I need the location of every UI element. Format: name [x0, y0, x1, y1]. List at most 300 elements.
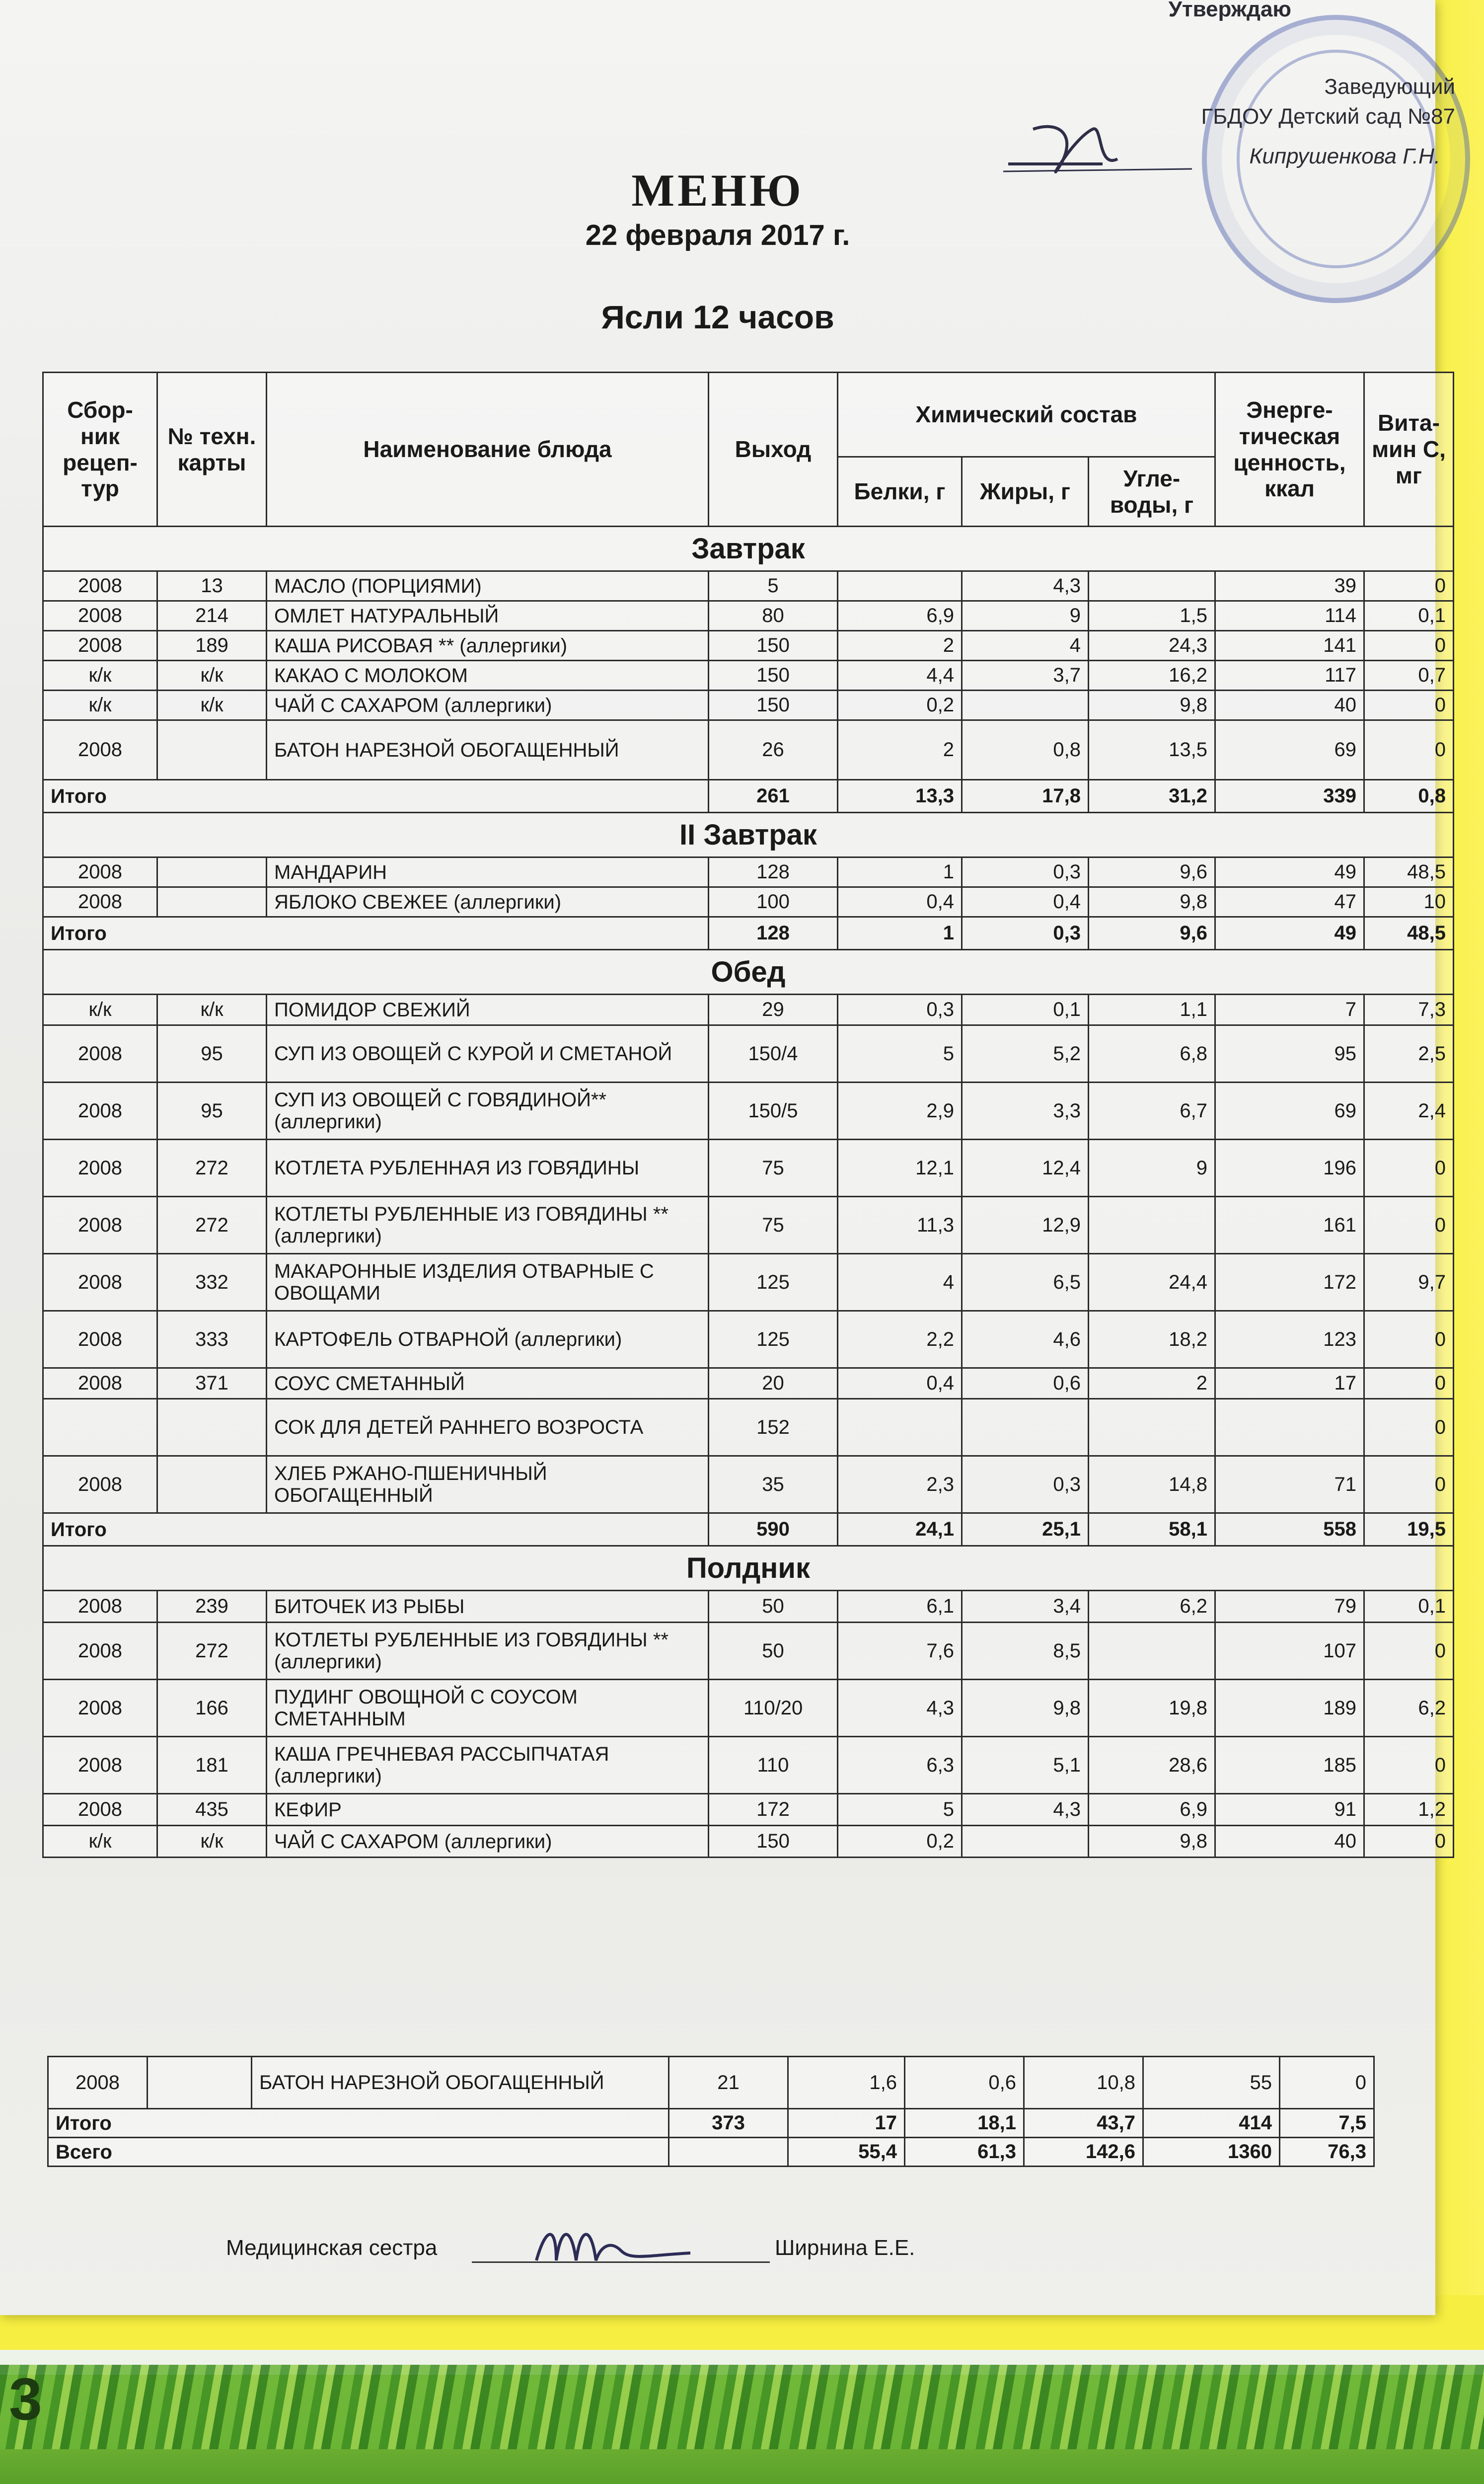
- table-row: [43, 1826, 1454, 1858]
- cell-vitamin: 0: [1280, 2057, 1374, 2109]
- cell-fat: 4,3: [962, 571, 1089, 601]
- cell-protein: 4: [838, 1254, 962, 1311]
- cell-fat: 5,2: [962, 1025, 1089, 1083]
- total-label: Итого: [43, 917, 709, 950]
- menu-table: [42, 372, 1454, 1858]
- cell-protein: 0,4: [838, 1368, 962, 1399]
- cell-dish: ЧАЙ С САХАРОМ (аллергики): [267, 1826, 709, 1858]
- total-energy: 558: [1215, 1513, 1364, 1546]
- table-row: [43, 1311, 1454, 1368]
- cell-energy: 189: [1215, 1680, 1364, 1737]
- menu-body: [43, 527, 1454, 1858]
- total-protein: 17: [788, 2109, 905, 2138]
- cell-protein: 2: [838, 631, 962, 661]
- cell-vitamin: 0: [1364, 1623, 1454, 1680]
- cell-yield: 110: [709, 1737, 838, 1794]
- footer-name: Ширнина Е.Е.: [775, 2236, 915, 2260]
- cell-collection: 2008: [48, 2057, 148, 2109]
- cell-dish: БАТОН НАРЕЗНОЙ ОБОГАЩЕННЫЙ: [267, 720, 709, 780]
- col-card: № техн. карты: [157, 373, 267, 527]
- table-row: [43, 1399, 1454, 1456]
- cell-card: 435: [157, 1794, 267, 1826]
- cell-yield: 5: [709, 571, 838, 601]
- cell-carbs: 14,8: [1089, 1456, 1215, 1513]
- cell-dish: СУП ИЗ ОВОЩЕЙ С ГОВЯДИНОЙ** (аллергики): [267, 1083, 709, 1140]
- cell-carbs: 6,7: [1089, 1083, 1215, 1140]
- section-title: Завтрак: [43, 527, 1454, 571]
- col-dish: Наименование блюда: [267, 373, 709, 527]
- table-row: [43, 661, 1454, 691]
- cell-protein: 5: [838, 1794, 962, 1826]
- cell-card: 95: [157, 1083, 267, 1140]
- menu-date: 22 февраля 2017 г.: [585, 219, 850, 251]
- cell-carbs: 16,2: [1089, 661, 1215, 691]
- cell-card: 272: [157, 1140, 267, 1197]
- cell-vitamin: 2,4: [1364, 1083, 1454, 1140]
- table-row: [43, 857, 1454, 887]
- approval-name: Кипрушенкова Г.Н.: [1249, 144, 1440, 168]
- cell-vitamin: 48,5: [1364, 857, 1454, 887]
- total-protein: 13,3: [838, 780, 962, 813]
- table-row: [43, 691, 1454, 720]
- cell-card: [157, 1456, 267, 1513]
- cell-energy: 117: [1215, 661, 1364, 691]
- cell-dish: ОМЛЕТ НАТУРАЛЬНЫЙ: [267, 601, 709, 631]
- grass-decoration: [0, 2365, 1484, 2449]
- cell-protein: 1,6: [788, 2057, 905, 2109]
- total-vitamin: 7,5: [1280, 2109, 1374, 2138]
- cell-yield: 172: [709, 1794, 838, 1826]
- cell-fat: 6,5: [962, 1254, 1089, 1311]
- cell-collection: 2008: [43, 1311, 157, 1368]
- cell-collection: 2008: [43, 1140, 157, 1197]
- table-row: [43, 1737, 1454, 1794]
- cell-vitamin: 0: [1364, 1368, 1454, 1399]
- total-vitamin: 19,5: [1364, 1513, 1454, 1546]
- cell-vitamin: 0,7: [1364, 661, 1454, 691]
- cell-protein: 7,6: [838, 1623, 962, 1680]
- cell-collection: 2008: [43, 1680, 157, 1737]
- total-label: Итого: [43, 1513, 709, 1546]
- table-row: [43, 720, 1454, 780]
- table-row: [43, 995, 1454, 1025]
- cell-fat: [962, 691, 1089, 720]
- total-yield: 373: [669, 2109, 788, 2138]
- cell-yield: 75: [709, 1140, 838, 1197]
- cell-dish: КОТЛЕТЫ РУБЛЕННЫЕ ИЗ ГОВЯДИНЫ ** (аллергики): [267, 1197, 709, 1254]
- col-carbs: Угле-воды, г: [1089, 457, 1215, 527]
- col-vitamin: Вита-мин С, мг: [1364, 373, 1454, 527]
- cell-card: [157, 857, 267, 887]
- cell-card: к/к: [157, 661, 267, 691]
- cell-yield: 20: [709, 1368, 838, 1399]
- cell-carbs: 28,6: [1089, 1737, 1215, 1794]
- cell-protein: 0,3: [838, 995, 962, 1025]
- cell-carbs: 6,8: [1089, 1025, 1215, 1083]
- cell-dish: КОТЛЕТЫ РУБЛЕННЫЕ ИЗ ГОВЯДИНЫ ** (аллергики): [267, 1623, 709, 1680]
- total-row: [43, 780, 1454, 813]
- cell-carbs: 13,5: [1089, 720, 1215, 780]
- cell-dish: СОК ДЛЯ ДЕТЕЙ РАННЕГО ВОЗРОСТА: [267, 1399, 709, 1456]
- cell-protein: 0,2: [838, 691, 962, 720]
- cell-collection: к/к: [43, 995, 157, 1025]
- cell-energy: 114: [1215, 601, 1364, 631]
- total-energy: 1360: [1143, 2138, 1280, 2167]
- cell-vitamin: 9,7: [1364, 1254, 1454, 1311]
- col-collection: Сбор-ник рецеп-тур: [43, 373, 157, 527]
- cell-protein: 0,4: [838, 887, 962, 917]
- total-yield: 128: [709, 917, 838, 950]
- cell-carbs: 2: [1089, 1368, 1215, 1399]
- table-row: [43, 1368, 1454, 1399]
- cell-fat: [962, 1399, 1089, 1456]
- cell-fat: 0,1: [962, 995, 1089, 1025]
- cell-carbs: 24,4: [1089, 1254, 1215, 1311]
- total-fat: 25,1: [962, 1513, 1089, 1546]
- cell-carbs: 9,8: [1089, 887, 1215, 917]
- cell-fat: 8,5: [962, 1623, 1089, 1680]
- cell-energy: 17: [1215, 1368, 1364, 1399]
- approval-position: Заведующий: [1324, 75, 1455, 99]
- cell-card: [157, 1399, 267, 1456]
- cell-fat: 9,8: [962, 1680, 1089, 1737]
- cell-carbs: 9,8: [1089, 1826, 1215, 1858]
- cell-vitamin: 0: [1364, 1311, 1454, 1368]
- col-protein: Белки, г: [838, 457, 962, 527]
- total-fat: 0,3: [962, 917, 1089, 950]
- cell-card: 95: [157, 1025, 267, 1083]
- cell-collection: [43, 1399, 157, 1456]
- cell-fat: 0,3: [962, 857, 1089, 887]
- cell-yield: 75: [709, 1197, 838, 1254]
- cell-fat: 4: [962, 631, 1089, 661]
- footer-role: Медицинская сестра: [226, 2236, 438, 2260]
- cell-vitamin: 0,1: [1364, 1591, 1454, 1623]
- col-energy: Энерге-тическая ценность, ккал: [1215, 373, 1364, 527]
- cell-carbs: 6,2: [1089, 1591, 1215, 1623]
- cell-card: к/к: [157, 1826, 267, 1858]
- total-row: [43, 1513, 1454, 1546]
- cell-energy: 172: [1215, 1254, 1364, 1311]
- table-row: [43, 1197, 1454, 1254]
- cell-vitamin: 0,1: [1364, 601, 1454, 631]
- cell-card: 13: [157, 571, 267, 601]
- cell-energy: 141: [1215, 631, 1364, 661]
- cell-yield: 150: [709, 691, 838, 720]
- cell-dish: КАРТОФЕЛЬ ОТВАРНОЙ (аллергики): [267, 1311, 709, 1368]
- cell-card: 239: [157, 1591, 267, 1623]
- cell-protein: 6,3: [838, 1737, 962, 1794]
- cell-card: к/к: [157, 995, 267, 1025]
- cell-card: 189: [157, 631, 267, 661]
- cell-dish: КАША ГРЕЧНЕВАЯ РАССЫПЧАТАЯ (аллергики): [267, 1737, 709, 1794]
- table-row: [43, 1140, 1454, 1197]
- cell-protein: 2: [838, 720, 962, 780]
- section-title: Полдник: [43, 1546, 1454, 1591]
- cell-energy: 196: [1215, 1140, 1364, 1197]
- cell-carbs: 24,3: [1089, 631, 1215, 661]
- table-row: [43, 1083, 1454, 1140]
- cell-protein: 2,2: [838, 1311, 962, 1368]
- section-title: II Завтрак: [43, 813, 1454, 857]
- cell-dish: СОУС СМЕТАННЫЙ: [267, 1368, 709, 1399]
- cell-collection: 2008: [43, 1083, 157, 1140]
- cell-carbs: 9,6: [1089, 857, 1215, 887]
- cell-card: 214: [157, 601, 267, 631]
- total-energy: 339: [1215, 780, 1364, 813]
- cell-protein: [838, 1399, 962, 1456]
- cell-carbs: [1089, 1197, 1215, 1254]
- approval-title: Утверждаю: [1168, 0, 1291, 21]
- cell-energy: 107: [1215, 1623, 1364, 1680]
- cell-card: [157, 887, 267, 917]
- cell-dish: ЧАЙ С САХАРОМ (аллергики): [267, 691, 709, 720]
- cell-yield: 100: [709, 887, 838, 917]
- total-energy: 49: [1215, 917, 1364, 950]
- cell-vitamin: 1,2: [1364, 1794, 1454, 1826]
- total-carbs: 31,2: [1089, 780, 1215, 813]
- cell-vitamin: 0: [1364, 1399, 1454, 1456]
- cell-yield: 125: [709, 1311, 838, 1368]
- total-label: Итого: [43, 780, 709, 813]
- cell-card: 272: [157, 1197, 267, 1254]
- cell-dish: ХЛЕБ РЖАНО-ПШЕНИЧНЫЙ ОБОГАЩЕННЫЙ: [267, 1456, 709, 1513]
- cell-energy: 40: [1215, 691, 1364, 720]
- cell-dish: КЕФИР: [267, 1794, 709, 1826]
- cell-collection: 2008: [43, 571, 157, 601]
- section-header: [43, 950, 1454, 995]
- section-header: [43, 1546, 1454, 1591]
- cell-fat: 9: [962, 601, 1089, 631]
- cell-protein: 11,3: [838, 1197, 962, 1254]
- cell-energy: 69: [1215, 1083, 1364, 1140]
- cell-yield: 125: [709, 1254, 838, 1311]
- col-fat: Жиры, г: [962, 457, 1089, 527]
- cell-energy: 49: [1215, 857, 1364, 887]
- total-yield: [669, 2138, 788, 2167]
- cell-dish: МАСЛО (ПОРЦИЯМИ): [267, 571, 709, 601]
- grand-total-row: [48, 2138, 1374, 2167]
- cell-carbs: [1089, 1623, 1215, 1680]
- total-label: Всего: [48, 2138, 669, 2167]
- cell-collection: 2008: [43, 887, 157, 917]
- total-fat: 18,1: [905, 2109, 1024, 2138]
- total-vitamin: 76,3: [1280, 2138, 1374, 2167]
- cell-energy: 55: [1143, 2057, 1280, 2109]
- cell-yield: 21: [669, 2057, 788, 2109]
- cell-yield: 152: [709, 1399, 838, 1456]
- total-fat: 61,3: [905, 2138, 1024, 2167]
- cell-energy: 69: [1215, 720, 1364, 780]
- cell-protein: 4,3: [838, 1680, 962, 1737]
- cell-vitamin: 7,3: [1364, 995, 1454, 1025]
- cell-carbs: 1,1: [1089, 995, 1215, 1025]
- cell-dish: БИТОЧЕК ИЗ РЫБЫ: [267, 1591, 709, 1623]
- cell-fat: 3,7: [962, 661, 1089, 691]
- total-protein: 24,1: [838, 1513, 962, 1546]
- cell-carbs: 6,9: [1089, 1794, 1215, 1826]
- cell-carbs: 18,2: [1089, 1311, 1215, 1368]
- section-title: Обед: [43, 950, 1454, 995]
- col-chem: Химический состав: [838, 373, 1215, 457]
- table-row: [43, 1794, 1454, 1826]
- total-carbs: 58,1: [1089, 1513, 1215, 1546]
- cell-collection: к/к: [43, 661, 157, 691]
- cell-energy: 7: [1215, 995, 1364, 1025]
- cell-collection: к/к: [43, 1826, 157, 1858]
- cell-carbs: [1089, 1399, 1215, 1456]
- table-row: [43, 1680, 1454, 1737]
- table-row: [43, 571, 1454, 601]
- total-protein: 55,4: [788, 2138, 905, 2167]
- cell-card: 371: [157, 1368, 267, 1399]
- cell-yield: 29: [709, 995, 838, 1025]
- cell-collection: 2008: [43, 720, 157, 780]
- total-yield: 261: [709, 780, 838, 813]
- cell-vitamin: 10: [1364, 887, 1454, 917]
- cell-energy: 91: [1215, 1794, 1364, 1826]
- cell-fat: [962, 1826, 1089, 1858]
- cell-protein: 1: [838, 857, 962, 887]
- table-row: [43, 1025, 1454, 1083]
- cell-energy: 123: [1215, 1311, 1364, 1368]
- continuation-body: [48, 2057, 1374, 2167]
- cell-vitamin: 2,5: [1364, 1025, 1454, 1083]
- cell-yield: 35: [709, 1456, 838, 1513]
- cell-fat: 0,8: [962, 720, 1089, 780]
- cell-yield: 128: [709, 857, 838, 887]
- cell-yield: 50: [709, 1591, 838, 1623]
- cell-fat: 0,4: [962, 887, 1089, 917]
- cell-collection: 2008: [43, 1254, 157, 1311]
- cell-fat: 0,6: [905, 2057, 1024, 2109]
- cell-vitamin: 0: [1364, 691, 1454, 720]
- approval-institution: ГБДОУ Детский сад №87: [1201, 104, 1455, 129]
- section-header: [43, 813, 1454, 857]
- cell-dish: СУП ИЗ ОВОЩЕЙ С КУРОЙ И СМЕТАНОЙ: [267, 1025, 709, 1083]
- cell-card: 166: [157, 1680, 267, 1737]
- cell-dish: МАКАРОННЫЕ ИЗДЕЛИЯ ОТВАРНЫЕ С ОВОЩАМИ: [267, 1254, 709, 1311]
- cell-vitamin: 0: [1364, 1456, 1454, 1513]
- cell-protein: 6,1: [838, 1591, 962, 1623]
- cell-protein: [838, 571, 962, 601]
- cell-fat: 12,9: [962, 1197, 1089, 1254]
- cell-vitamin: 0: [1364, 720, 1454, 780]
- total-row: [48, 2109, 1374, 2138]
- cell-carbs: 1,5: [1089, 601, 1215, 631]
- total-label: Итого: [48, 2109, 669, 2138]
- menu-group: Ясли 12 часов: [601, 299, 834, 335]
- cell-yield: 150/5: [709, 1083, 838, 1140]
- cell-energy: 40: [1215, 1826, 1364, 1858]
- cell-collection: 2008: [43, 601, 157, 631]
- table-row: [43, 1456, 1454, 1513]
- corner-digit: 3: [9, 2366, 42, 2432]
- total-vitamin: 48,5: [1364, 917, 1454, 950]
- cell-yield: 110/20: [709, 1680, 838, 1737]
- table-row: [43, 887, 1454, 917]
- cell-energy: 79: [1215, 1591, 1364, 1623]
- cell-protein: 5: [838, 1025, 962, 1083]
- table-row: [43, 601, 1454, 631]
- cell-dish: КАКАО С МОЛОКОМ: [267, 661, 709, 691]
- cell-fat: 0,3: [962, 1456, 1089, 1513]
- cell-yield: 150: [709, 661, 838, 691]
- total-carbs: 9,6: [1089, 917, 1215, 950]
- cell-energy: 39: [1215, 571, 1364, 601]
- cell-collection: 2008: [43, 1025, 157, 1083]
- cell-yield: 150: [709, 1826, 838, 1858]
- cell-vitamin: 0: [1364, 1197, 1454, 1254]
- cell-card: [157, 720, 267, 780]
- total-protein: 1: [838, 917, 962, 950]
- nurse-signature: [526, 2206, 695, 2285]
- cell-vitamin: 0: [1364, 631, 1454, 661]
- cell-fat: 3,3: [962, 1083, 1089, 1140]
- cell-collection: к/к: [43, 691, 157, 720]
- table-row: [43, 1254, 1454, 1311]
- total-row: [43, 917, 1454, 950]
- cell-carbs: 19,8: [1089, 1680, 1215, 1737]
- cell-dish: БАТОН НАРЕЗНОЙ ОБОГАЩЕННЫЙ: [252, 2057, 669, 2109]
- cell-collection: 2008: [43, 1737, 157, 1794]
- total-carbs: 43,7: [1024, 2109, 1143, 2138]
- cell-card: 332: [157, 1254, 267, 1311]
- cell-carbs: 9,8: [1089, 691, 1215, 720]
- cell-card: 333: [157, 1311, 267, 1368]
- cell-dish: КАША РИСОВАЯ ** (аллергики): [267, 631, 709, 661]
- cell-vitamin: 6,2: [1364, 1680, 1454, 1737]
- cell-energy: 161: [1215, 1197, 1364, 1254]
- cell-energy: 71: [1215, 1456, 1364, 1513]
- cell-fat: 3,4: [962, 1591, 1089, 1623]
- cell-fat: 4,6: [962, 1311, 1089, 1368]
- cell-carbs: [1089, 571, 1215, 601]
- table-row: [48, 2057, 1374, 2109]
- cell-collection: 2008: [43, 1623, 157, 1680]
- menu-table-continuation: [47, 2056, 1375, 2167]
- cell-protein: 4,4: [838, 661, 962, 691]
- total-yield: 590: [709, 1513, 838, 1546]
- cell-dish: МАНДАРИН: [267, 857, 709, 887]
- cell-yield: 80: [709, 601, 838, 631]
- cell-collection: 2008: [43, 631, 157, 661]
- cell-energy: 47: [1215, 887, 1364, 917]
- cell-energy: 185: [1215, 1737, 1364, 1794]
- cell-card: [148, 2057, 252, 2109]
- col-yield: Выход: [709, 373, 838, 527]
- cell-collection: 2008: [43, 1591, 157, 1623]
- cell-vitamin: 0: [1364, 571, 1454, 601]
- cell-collection: 2008: [43, 1456, 157, 1513]
- cell-collection: 2008: [43, 1794, 157, 1826]
- cell-collection: 2008: [43, 1197, 157, 1254]
- table-row: [43, 1623, 1454, 1680]
- cell-protein: 6,9: [838, 601, 962, 631]
- cell-yield: 26: [709, 720, 838, 780]
- cell-card: к/к: [157, 691, 267, 720]
- cell-vitamin: 0: [1364, 1826, 1454, 1858]
- table-row: [43, 631, 1454, 661]
- cell-fat: 0,6: [962, 1368, 1089, 1399]
- section-header: [43, 527, 1454, 571]
- cell-yield: 150/4: [709, 1025, 838, 1083]
- cell-dish: ПУДИНГ ОВОЩНОЙ С СОУСОМ СМЕТАННЫМ: [267, 1680, 709, 1737]
- cell-dish: ЯБЛОКО СВЕЖЕЕ (аллергики): [267, 887, 709, 917]
- cell-vitamin: 0: [1364, 1140, 1454, 1197]
- cell-card: 272: [157, 1623, 267, 1680]
- cell-yield: 50: [709, 1623, 838, 1680]
